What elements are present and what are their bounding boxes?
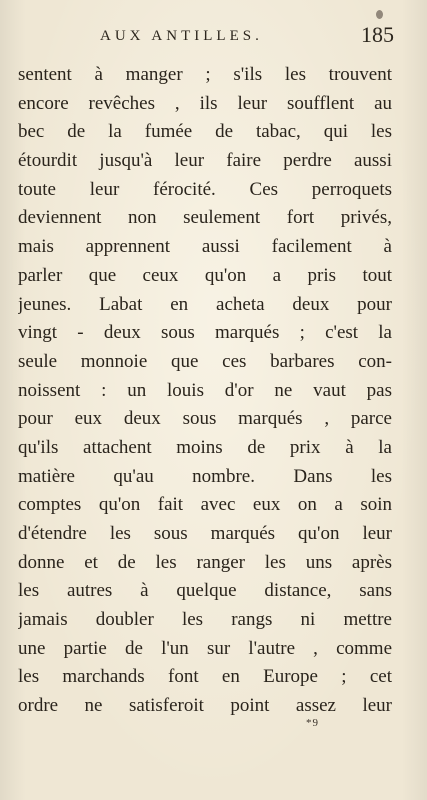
text-line: une partie de l'un sur l'autre , comme xyxy=(18,637,392,659)
text-line: encore revêches , ils leur soufflent au xyxy=(18,92,392,114)
text-line: matière qu'au nombre. Dans les xyxy=(18,465,392,487)
running-head: AUX ANTILLES. xyxy=(100,28,263,44)
text-line: sentent à manger ; s'ils les trouvent xyxy=(18,64,392,85)
text-line: qu'ils attachent moins de prix à la xyxy=(18,436,392,458)
page-header xyxy=(100,22,400,50)
text-line: jamais doubler les rangs ni mettre xyxy=(18,609,392,631)
text-line: toute leur férocité. Ces perroquets xyxy=(18,178,392,200)
signature-mark: *9 xyxy=(306,717,319,729)
text-line: parler que ceux qu'on a pris tout xyxy=(18,264,392,286)
text-line: pour eux deux sous marqués , parce xyxy=(18,408,392,430)
text-line: ordre ne satisferoit point assez leur xyxy=(18,695,392,717)
text-line: bec de la fumée de tabac, qui les xyxy=(18,121,392,143)
text-line: deviennent non seulement fort privés, xyxy=(18,207,392,229)
body-text xyxy=(18,61,392,721)
ink-spot xyxy=(376,10,383,19)
text-line: noissent : un louis d'or ne vaut pas xyxy=(18,379,392,401)
text-line: mais apprennent aussi facilement à xyxy=(18,236,392,258)
text-line: vingt - deux sous marqués ; c'est la xyxy=(18,322,392,344)
text-line: étourdit jusqu'à leur faire perdre aussi xyxy=(18,150,392,172)
text-line: d'étendre les sous marqués qu'on leur xyxy=(18,523,392,544)
page-number: 185 xyxy=(361,22,394,47)
text-line: les autres à quelque distance, sans xyxy=(18,580,392,602)
text-line: jeunes. Labat en acheta deux pour xyxy=(18,293,392,315)
text-line: comptes qu'on fait avec eux on a soin xyxy=(18,494,392,516)
text-line: donne et de les ranger les uns après xyxy=(18,551,392,573)
text-line: les marchands font en Europe ; cet xyxy=(18,666,392,688)
text-line: seule monnoie que ces barbares con- xyxy=(18,350,392,372)
